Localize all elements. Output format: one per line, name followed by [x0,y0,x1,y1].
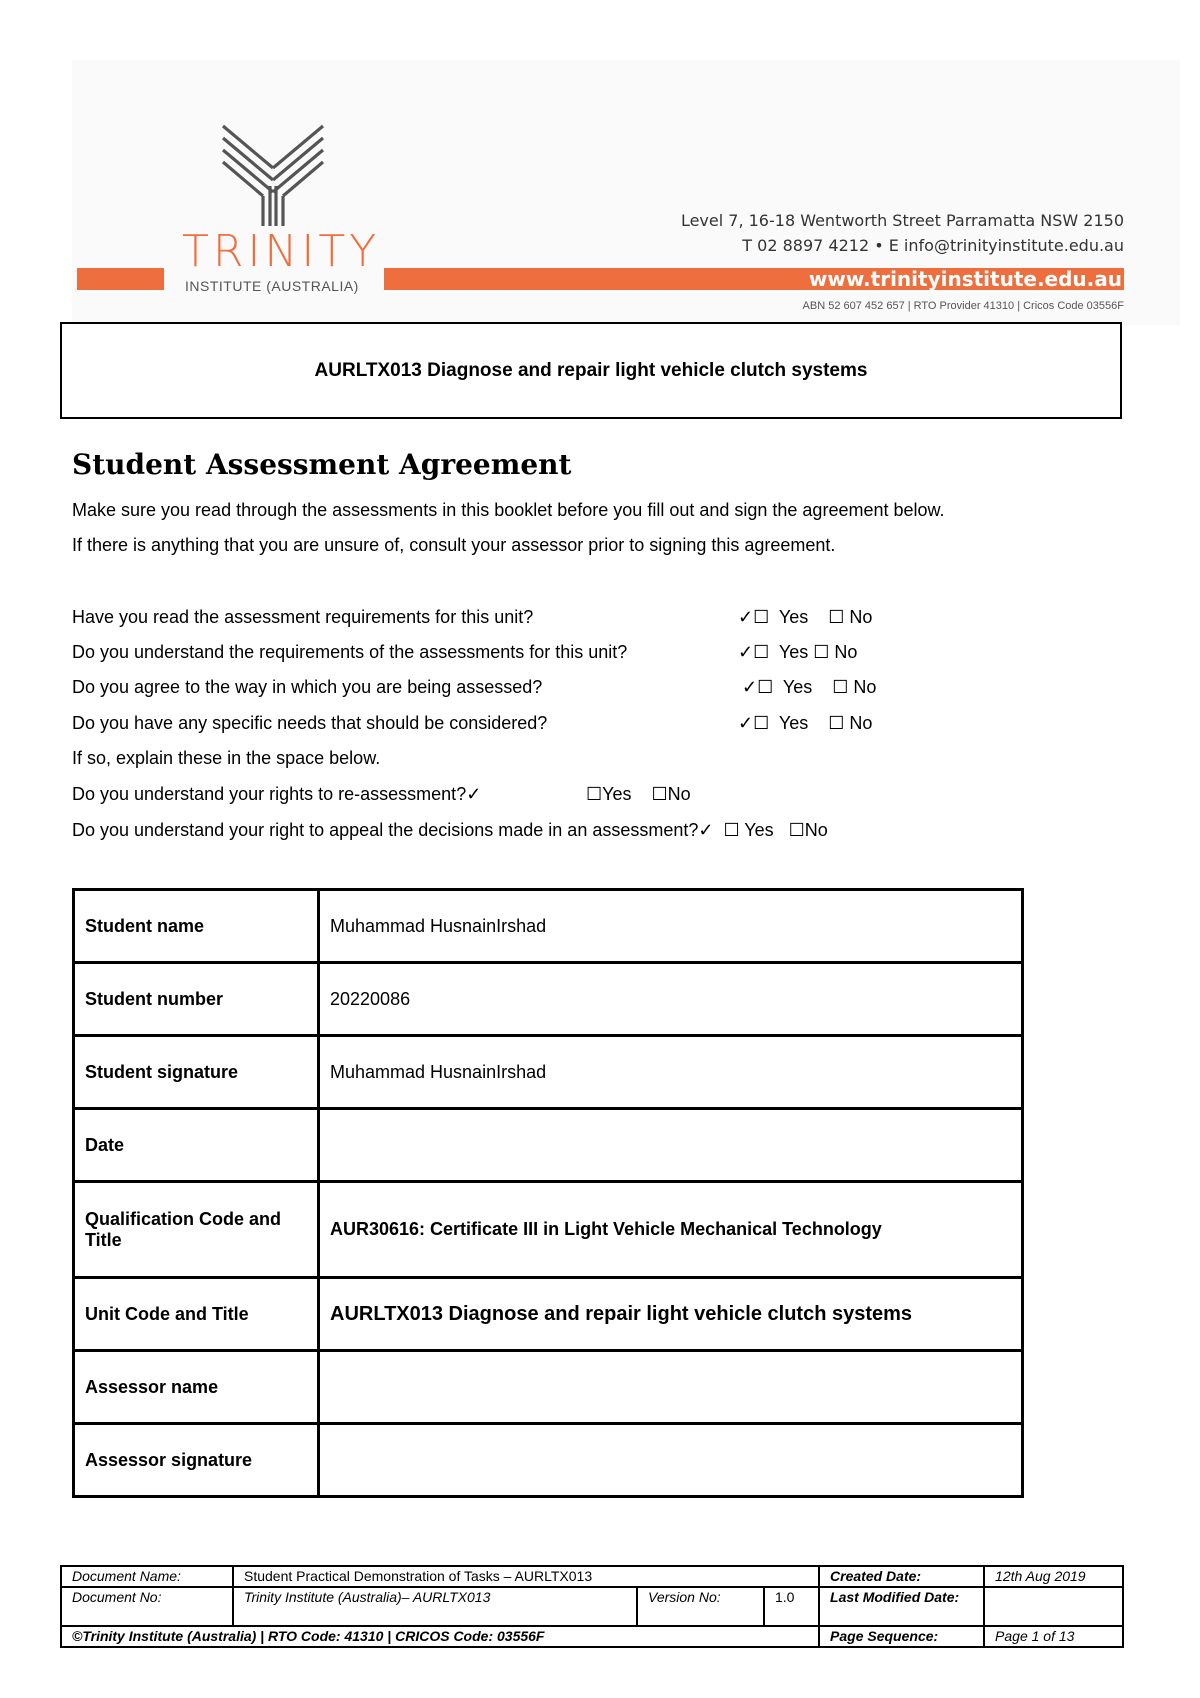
page-title: Student Assessment Agreement [72,448,572,481]
qualification-value: AUR30616: Certificate III in Light Vehicle Mechanical Technology [319,1182,1023,1278]
trinity-logo-mark-icon [218,122,328,228]
unit-code-value: AURLTX013 Diagnose and repair light vehicle clutch systems [319,1278,1023,1351]
institute-address: Level 7, 16-18 Wentworth Street Parramatta NSW 2150 [680,211,1124,230]
answer-reassessment[interactable]: ☐Yes ☐No [586,784,691,804]
created-date-label: Created Date: [819,1566,984,1587]
page-sequence-value: Page 1 of 13 [984,1626,1123,1647]
version-label: Version No: [637,1587,764,1626]
logo-wordmark: TRINITY [182,226,381,277]
table-row [74,1036,1023,1109]
date-label: Date [74,1109,319,1182]
orange-bar-left [77,268,164,290]
logo-subtext: INSTITUTE (AUSTRALIA) [185,278,359,294]
intro-line-1: Make sure you read through the assessments in this booklet before you fill out and sign the agreement below. [72,500,945,520]
answer-read[interactable]: ✓☐ Yes ☐ No [738,607,873,627]
student-details-table [72,888,1024,1498]
unit-code-label: Unit Code and Title [74,1278,319,1351]
copyright-line: ©Trinity Institute (Australia) | RTO Code: 41310 | CRICOS Code: 03556F [61,1626,819,1647]
created-date-value: 12th Aug 2019 [984,1566,1123,1587]
table-row [61,1587,1123,1626]
doc-no-value: Trinity Institute (Australia)– AURLTX013 [233,1587,637,1626]
qualification-label: Qualification Code and Title [74,1182,319,1278]
assessor-signature-field[interactable] [319,1424,1023,1497]
table-row [74,963,1023,1036]
assessor-name-field[interactable] [319,1351,1023,1424]
institute-contact: T 02 8897 4212 • E info@trinityinstitute.edu.au [742,236,1124,255]
intro-line-2: If there is anything that you are unsure of, consult your assessor prior to signing this agreement. [72,535,836,555]
question-needs: Do you have any specific needs that should be considered? [72,713,548,733]
version-value: 1.0 [764,1587,819,1626]
unit-title-box [60,322,1122,419]
table-row [74,1424,1023,1497]
answer-needs[interactable]: ✓☐ Yes ☐ No [738,713,873,733]
question-agree: Do you agree to the way in which you are being assessed? [72,677,543,697]
doc-no-label: Document No: [61,1587,233,1626]
student-name-field[interactable]: Muhammad HusnainIrshad [319,890,1023,963]
question-read: Have you read the assessment requirements for this unit? [72,607,534,627]
student-signature-field[interactable]: Muhammad HusnainIrshad [319,1036,1023,1109]
student-number-label: Student number [74,963,319,1036]
date-field[interactable] [319,1109,1023,1182]
table-row [74,1109,1023,1182]
table-row [61,1626,1123,1647]
student-name-label: Student name [74,890,319,963]
assessor-name-label: Assessor name [74,1351,319,1424]
doc-name-label: Document Name: [61,1566,233,1587]
student-number-field[interactable]: 20220086 [319,963,1023,1036]
answer-understand[interactable]: ✓☐ Yes ☐ No [738,642,858,662]
last-modified-value [984,1587,1123,1626]
answer-agree[interactable]: ✓☐ Yes ☐ No [742,677,877,697]
doc-name-value: Student Practical Demonstration of Tasks – AURLTX013 [233,1566,819,1587]
question-reassessment: Do you understand your rights to re-assessment?✓ [72,784,482,804]
table-row [74,890,1023,963]
table-row [61,1566,1123,1587]
question-understand: Do you understand the requirements of the assessments for this unit? [72,642,628,662]
assessor-signature-label: Assessor signature [74,1424,319,1497]
abn-line: ABN 52 607 452 657 | RTO Provider 41310 | Cricos Code 03556F [802,300,1124,312]
student-signature-label: Student signature [74,1036,319,1109]
question-appeal: Do you understand your right to appeal the decisions made in an assessment?✓ ☐ Yes ☐No [72,820,828,840]
table-row [74,1351,1023,1424]
institute-website-link[interactable]: www.trinityinstitute.edu.au [808,267,1122,291]
question-explain: If so, explain these in the space below. [72,748,381,768]
table-row [74,1278,1023,1351]
table-row [74,1182,1023,1278]
page-sequence-label: Page Sequence: [819,1626,984,1647]
last-modified-label: Last Modified Date: [819,1587,984,1626]
document-footer-table [60,1565,1124,1648]
unit-title: AURLTX013 Diagnose and repair light vehicle clutch systems [314,359,868,381]
